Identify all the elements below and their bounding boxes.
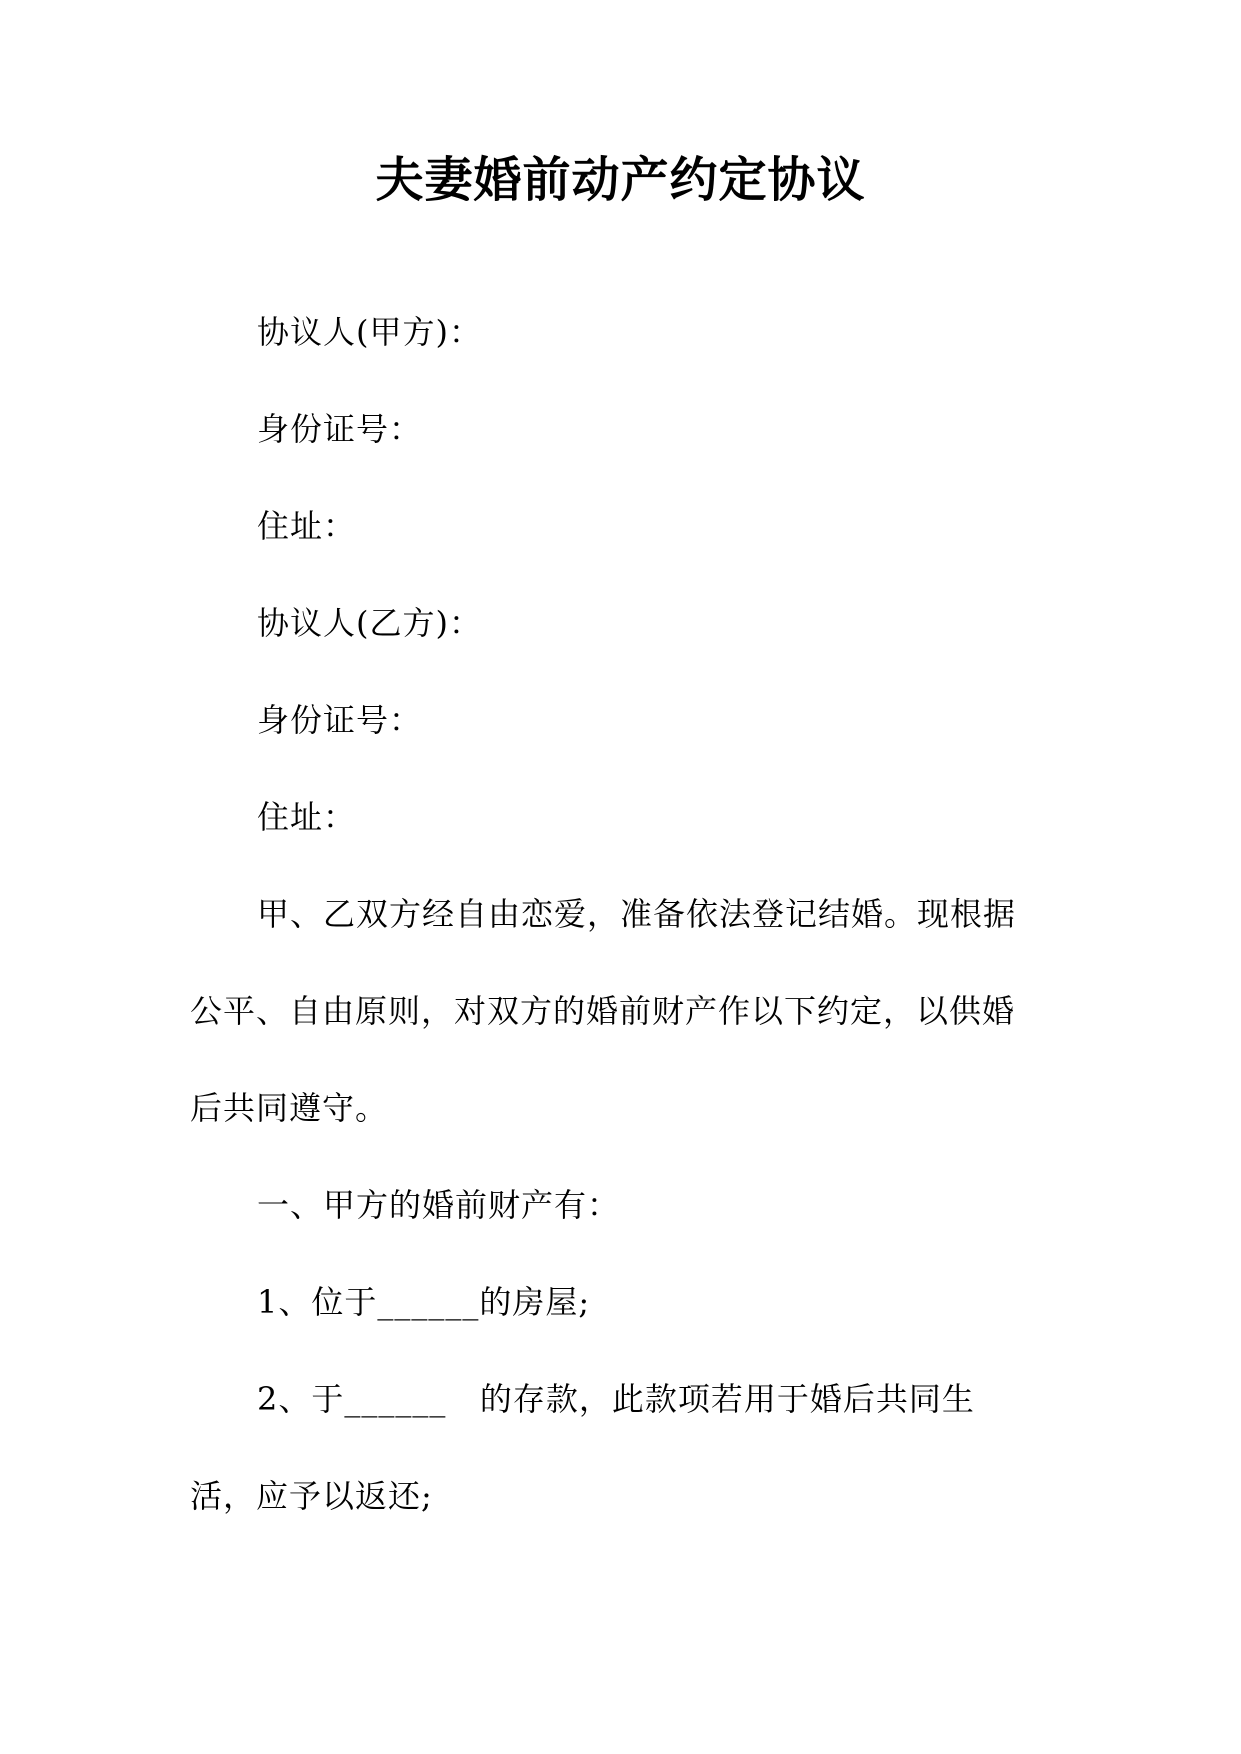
party-b-id-label: 身份证号： <box>257 701 423 739</box>
party-b-address-label: 住址： <box>257 798 357 836</box>
party-a-label: 协议人(甲方)： <box>257 313 482 351</box>
party-a-id-label: 身份证号： <box>257 410 423 448</box>
party-b-label: 协议人(乙方)： <box>257 604 482 642</box>
section-1-item-2-line-1: 2、于______ 的存款，此款项若用于婚后共同生 <box>257 1380 975 1418</box>
document-title: 夫妻婚前动产约定协议 <box>375 152 866 208</box>
party-a-address-label: 住址： <box>257 507 357 545</box>
preamble-line-1: 甲、乙双方经自由恋爱，准备依法登记结婚。现根据 <box>257 895 1017 933</box>
section-1-item-2-line-2: 活，应予以返还; <box>190 1477 433 1515</box>
preamble-line-3: 后共同遵守。 <box>190 1089 389 1127</box>
section-1-item-1: 1、位于______的房屋; <box>257 1283 591 1321</box>
preamble-line-2: 公平、自由原则，对双方的婚前财产作以下约定，以供婚 <box>190 992 1016 1030</box>
section-1-heading: 一、甲方的婚前财产有： <box>257 1186 621 1224</box>
